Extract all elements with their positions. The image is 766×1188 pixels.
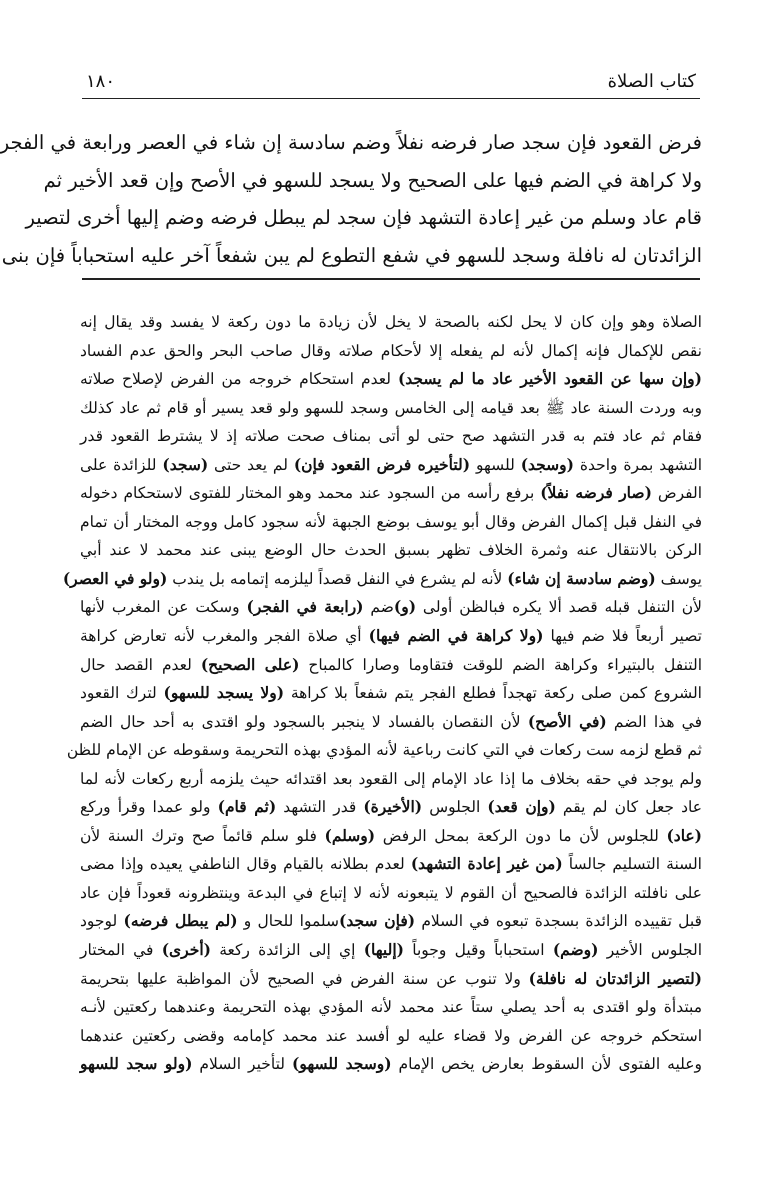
sharh-line: [80, 622, 702, 651]
sharh-line: [80, 422, 702, 451]
matn-quote: (و): [393, 597, 417, 617]
sharh-line: [80, 679, 702, 708]
sharh-text: لترك القعود: [80, 684, 164, 703]
sharh-text: قدر التشهد: [276, 798, 364, 817]
sharh-line: [80, 822, 702, 851]
matn-quote: (ثم قام): [217, 797, 277, 817]
matn-quote: (ولو في العصر): [62, 568, 168, 588]
sharh-text: ثم قطع لزمه ست ركعات في التي كانت رباعية لأنه المؤدي بهذه التحريمة وسقوطه عن الإمام للظن: [66, 741, 702, 760]
page-number: ١٨٠: [86, 70, 116, 92]
sharh-text: لعدم القصد حال: [80, 655, 201, 674]
matn-quote: (وسجد للسهو): [291, 1054, 392, 1074]
sharh-text: في المختار: [80, 941, 162, 960]
matn-quote: (وسلم): [324, 825, 376, 845]
sharh-line: [80, 508, 702, 537]
running-header: [86, 66, 696, 96]
matn-quote: (صار فرضه نفلاً): [540, 483, 652, 503]
sharh-text: ولا تنوب عن سنة الفرض في الصحيح لأن المواظبة عليها بتحريمة: [80, 969, 529, 988]
matn-quote: (سجد): [162, 454, 209, 474]
sharh-text: يوسف: [655, 569, 702, 588]
matn-line: قام عاد وسلم من غير إعادة التشهد فإن سجد لم يبطل فرضه وضم إليها أخرى لتصير: [25, 206, 702, 229]
matn-quote: (على الصحيح): [200, 654, 300, 674]
sharh-text: فلو سلم قائماً صح وترك السنة لأن: [80, 826, 325, 845]
sharh-line: [80, 879, 702, 908]
matn-quote: (عاد): [666, 825, 702, 845]
sharh-text: في هذا الضم: [606, 712, 702, 731]
sharh-line: [80, 1050, 702, 1079]
matn-quote: (لتأخيره فرض القعود فإن): [293, 454, 471, 474]
sharh-text: ولو عمدا وقرأ وركع: [80, 798, 218, 817]
sharh-line: [80, 708, 702, 737]
matn-quote: (وإن قعد): [487, 797, 556, 817]
header-divider: [82, 98, 700, 99]
sharh-text: على نافلته الزائدة فالصحيح أن القوم لا يتبعونه لأنه لا إتباع في البدعة وينتظرونه قعوداً فإن عاد: [80, 883, 702, 902]
matn-line: الزائدتان له نافلة وسجد للسهو في شفع التطوع لم يبن شفعاً آخر عليه استحباباً فإن بنى: [1, 243, 702, 267]
sharh-line: [80, 479, 702, 508]
sharh-text: التشهد بمرة واحدة: [573, 455, 703, 474]
sharh-line: [80, 451, 702, 480]
sharh-text: أي صلاة الفجر والمغرب لأنه تعارض كراهة: [80, 627, 369, 646]
sharh-line: [80, 765, 702, 794]
matn-quote: (وإن سها عن القعود الأخير عاد ما لم يسجد): [397, 369, 702, 389]
matn-quote: (وسجد): [520, 454, 574, 474]
sharh-line: [80, 365, 702, 394]
sharh-text: للجلوس لأن ما دون الركعة بمحل الرفض: [375, 826, 667, 845]
sharh-line: [62, 565, 702, 594]
sharh-line: [80, 793, 702, 822]
matn-text: [0, 124, 702, 274]
sharh-text: ولم يوجد في حقه بخلاف ما إذا عاد الإمام إلى القعود بعد اقتدائه حيث يلزمه أربع ركعات لأنه لما: [80, 769, 702, 788]
sharh-line: [80, 337, 702, 366]
sharh-text: مبتدأة ولو اقتدى به أحد يصلي ستاً عند محمد لأنه المؤدي بهذه التحريمة وعندهما ركعتين لأنـه: [80, 998, 702, 1017]
sharh-text: الجلوس: [422, 798, 488, 817]
sharh-text: قبل تقييده الزائدة بسجدة تبعوه في السلام: [415, 912, 702, 931]
matn-quote: (لم يبطل فرضه): [123, 911, 238, 931]
sharh-text: التنفل بالبتيراء وكراهة الضم للوقت فتقاوما وصارا كالمباح: [299, 655, 702, 674]
sharh-text: الفرض: [651, 484, 703, 503]
sharh-line: [80, 308, 702, 337]
sharh-text: إي إلى الزائدة ركعة: [210, 941, 364, 960]
sharh-text: تصير أربعاً فلا ضم فيها: [543, 627, 702, 646]
book-title: كتاب الصلاة: [607, 70, 696, 92]
sharh-text: استحباباً وقيل وجوباً: [403, 941, 553, 960]
matn-quote: (إليها): [363, 940, 404, 960]
sharh-line: [80, 651, 702, 680]
sharh-line: [66, 736, 702, 765]
sharh-text: السنة التسليم جالساً: [562, 855, 702, 874]
sharh-text: الركن بالانتقال عنه وثمرة الخلاف تظهر بسبق الحدث حال الوضع يبنى عند محمد لا عند أبي: [80, 541, 702, 560]
sharh-line: [80, 1022, 702, 1051]
sharh-line: [80, 936, 702, 965]
sharh-commentary: [62, 308, 703, 1079]
sharh-text: لعدم بطلانه بالقيام وقال الناطفي يعيده وإذا مضى: [80, 855, 411, 874]
sharh-text: ضم: [363, 598, 394, 617]
sharh-line: [80, 394, 702, 423]
sharh-line: [80, 993, 702, 1022]
sharh-text: لأن النقصان بالفساد لا ينجبر بالسجود ولو اقتدى به أحد حال الضم: [80, 712, 528, 731]
sharh-line: [80, 536, 702, 565]
sharh-text: وبه وردت السنة عاد ﷺ بعد قيامه إلى الخامس وسجد للسهو ولو قعد يسير أو قام ثم عاد كذلك: [80, 398, 702, 417]
sharh-text: الشروع كمن صلى ركعة تهجداً فطلع الفجر يتم شفعاً بلا كراهة: [284, 684, 702, 703]
matn-quote: (في الأصح): [527, 711, 607, 731]
sharh-text: الصلاة وهو وإن كان لا يحل لكنه بالصحة لا يخل لأن زيادة ما دون ركعة لا يفسد وقد يقال إنه: [80, 313, 702, 331]
matn-quote: (ولا كراهة في الضم فيها): [368, 626, 544, 646]
matn-quote: (وضم): [552, 940, 599, 960]
sharh-text: الجلوس الأخير: [598, 941, 703, 960]
matn-quote: (من غير إعادة التشهد): [410, 854, 563, 874]
sharh-text: لأنه لم يشرع في النفل قصداً ليلزمه إتمامه بل يندب: [167, 569, 508, 588]
matn-line: فرض القعود فإن سجد صار فرضه نفلاً وضم سادسة إن شاء في العصر ورابعة في الفجر: [0, 131, 702, 154]
sharh-line: [80, 907, 702, 936]
sharh-text: لتأخير السلام: [192, 1055, 292, 1074]
sharh-text: استحكم خروجه عن الفرض ولا قضاء عليه لو أفسد عند محمد كإمامه وقضى ركعتين عندهما: [80, 1026, 702, 1045]
sharh-line: [80, 965, 702, 994]
sharh-text: للزائدة على: [80, 455, 163, 474]
matn-quote: (وضم سادسة إن شاء): [507, 568, 656, 588]
matn-quote: (رابعة في الفجر): [246, 597, 364, 617]
sharh-text: برفع رأسه من السجود عند محمد وهو المختار للفتوى لاستحكام دخوله: [80, 484, 541, 503]
matn-quote: (الأخيرة): [363, 797, 423, 817]
sharh-line: [80, 850, 702, 879]
sharh-text: وسكت عن المغرب لأنها: [80, 598, 247, 617]
sharh-text: عاد جعل كان لم يقم: [555, 798, 702, 817]
sharh-text: وعليه الفتوى لأن السقوط بعارض يخص الإمام: [391, 1055, 702, 1074]
sharh-text: لأن التنفل قبله قصد ألا يكره فبالظن أولى: [416, 598, 703, 617]
matn-quote: (ولا يسجد للسهو): [163, 683, 285, 703]
sharh-text: لم يعد حتى: [208, 455, 294, 474]
sharh-text: لعدم استحكام خروجه من الفرض لإصلاح صلاته: [80, 370, 398, 389]
sharh-text: فقام ثم عاد فتم به قدر التشهد صح حتى لو أتى بمناف صحت صلاته إذ لا يشترط القعود قدر: [80, 427, 702, 446]
sharh-text: لوجود: [80, 912, 124, 931]
section-divider: [82, 278, 700, 280]
matn-quote: (أخرى): [161, 940, 211, 960]
sharh-text: للسهو: [470, 455, 521, 474]
matn-quote: (ولو سجد للسهو: [80, 1054, 193, 1074]
matn-line: ولا كراهة في الضم فيها على الصحيح ولا يسجد للسهو في الأصح وإن قعد الأخير ثم: [43, 168, 702, 192]
sharh-text: سلموا للحال و: [237, 912, 340, 931]
sharh-text: نقص للإكمال فإنه إكمال لأنه لم يفعله إلا لأحكام صلاته وقال صاحب البحر والحق عدم الفساد: [80, 341, 702, 360]
matn-quote: (فإن سجد): [339, 911, 416, 931]
sharh-line: [80, 593, 702, 622]
sharh-text: في النفل قبل إكمال الفرض وقال أبو يوسف بوضع الجبهة لأنه سجود كامل ووجه المختار أن تمام: [80, 512, 702, 531]
matn-quote: (لتصير الزائدتان له نافلة): [528, 968, 702, 988]
